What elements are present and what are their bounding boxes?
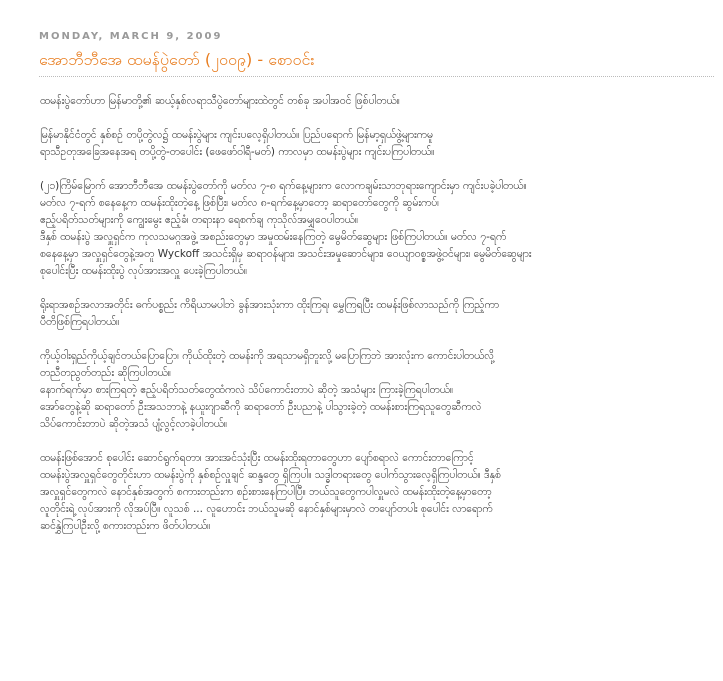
paragraph-line: ထမန်းပွဲအလှူရှင်တွေတိုင်းဟာ ထမန်းပွဲကို နှစ်စဉ်လှူချင် ဆန္ဒတွေ ရှိကြပါ။ သဒ္ဓါတရားတွေ ပေါက်သွားလေ့ရှိကြပါတယ်။ ဒီနှစ် xyxy=(40,469,501,481)
paragraph-line: ဒီနှစ် ထမန်းပွဲ အလှူရှင်က ကုလသမဂ္ဂအဖွဲ့ အစည်းတွေမှာ အမှုထမ်းနေကြတဲ့ မွေမိတ်ဆွေများ ဖြစ်ကြပါတယ်။ မတ်လ ၇-ရက် xyxy=(40,231,507,243)
paragraph-line: မြန်မာနိုင်ငံတွင် နှစ်စဉ် တပို့တွဲလ၌ ထမန်းပွဲများ ကျင်းပလေ့ရှိပါတယ်။ ပြည်ပရောက် မြန်မာ့ရှယ်ဖွဲ့များကမူ xyxy=(40,129,433,141)
paragraph xyxy=(40,450,714,535)
paragraph xyxy=(40,348,714,433)
post-title[interactable]: အောဘီဘီအေ ထမန်ပွဲတော် (၂၀၀၉) - စောဝင်း xyxy=(39,48,714,77)
paragraph-line: ကိုယ့်ဝါးရှည်ကိုယ့်ချင်တယ်ပြောပြော၊ ကိုယ်ထိုးတဲ့ ထမန်းကို အရသာမရှိဘူးလို့ မပြောကြဘဲ အားလုံးက ကောင်းပါတယ်လို့ xyxy=(40,350,495,362)
paragraph-line: (၂၁)ကြိမ်မြောက် အောဘီဘီအေ ထမန်းပွဲတော်ကို မတ်လ ၇-၈ ရက်နေ့များက လောကချမ်းသာဘုရားကျောင်းမှာ ကျင်းပခဲ့ပါတယ်။ xyxy=(40,180,527,192)
paragraph-line: နောက်ရက်မှာ စားကြရတဲ့ ဧည့်ပရိတ်သတ်တွေထံကလဲ သိပ်ကောင်းတာပဲ ဆိုတဲ့ အသံများ ကြားခဲ့ကြရပါတယ်။ xyxy=(40,384,454,396)
paragraph-line: ဆင်နွှဲကြပါဦးလို့ စကားတည်းက ဖိတ်ပါတယ်။ xyxy=(40,520,211,532)
paragraph xyxy=(40,178,714,280)
paragraph-line: ထမန်းဖြစ်အောင် စုပေါင်း ဆောင်ရွက်ရတာ၊ အားအင်သုံးပြီး ထမန်းထိုးရတာတွေဟာ ပျော်စရာလဲ ကောင်းတာကြောင့် xyxy=(40,452,474,464)
paragraph xyxy=(40,127,714,161)
paragraph-line: အော်တွေနဲ့ဆို ဆရာတော် ဦးအသဘာနဲ့ နယူးဂျာဆီကို ဆရာတော် ဦးပညာနဲ့ ပါသွားခဲ့တဲ့ ထမန်းစားကြရသူတွေဆီကလဲ xyxy=(40,401,482,413)
paragraph-line: ရာသီဥတုအခြေအနေအရ တပို့တွဲ-တပေါင်း (ဖေဖော်ဝါရီ-မတ်) ကာလမှာ ထမန်းပွဲများ ကျင်းပကြပါတယ်။ xyxy=(40,146,435,158)
post-body xyxy=(39,93,714,535)
paragraph-line: ပီတိဖြစ်ကြရပါတယ်။ xyxy=(40,316,120,328)
paragraph-line: ဧည့်ပရိတ်သတ်များကို ကျွေးမွေး ဧည့်ခံ၊ တရားနာ ရေစက်ချ ကုသိုလ်အမျှဝေပါတယ်။ xyxy=(40,214,359,226)
paragraph-line: မတ်လ ၇-ရက် စနေနေ့က ထမန်းထိုးတဲ့နေ့ ဖြစ်ပြီး၊ မတ်လ ၈-ရက်နေ့မှာတော့ ဆရာတော်တွေကို ဆွမ်းကပ်၊ xyxy=(40,197,439,209)
paragraph-line: စုပေါင်းပြီး ထမန်းထိုးပွဲ လုပ်အားအလှူ ပေးခဲ့ကြပါတယ်။ xyxy=(40,265,248,277)
paragraph-line: ထမန်းပွဲတော်ဟာ မြန်မာတို့၏ ဆယ့်နှစ်လရာသီပွဲတော်များထဲတွင် တစ်ခု အပါအဝင် ဖြစ်ပါတယ်။ xyxy=(40,95,400,107)
paragraph-line: တညီတညွတ်တည်း ဆိုကြပါတယ်။ xyxy=(40,367,171,379)
paragraph-line: စနေနေ့မှာ အလှူရှင်တွေနဲ့အတူ Wyckoff အသင်းရှိမှ ဆရာဝန်များ၊ အသင်းအမှုဆောင်များ၊ ဝေယျာဝစ္စအဖွဲ့ဝင်များ၊ မွေမိတ်ဆွေများ xyxy=(40,248,532,260)
blog-post xyxy=(39,30,714,552)
paragraph xyxy=(40,93,714,110)
paragraph-line: သိပ်ကောင်းတာပဲ ဆိုတဲ့အသံ ပျံ့လွင့်လာခဲ့ပါတယ်။ xyxy=(40,418,228,430)
paragraph-line: လူတိုင်းရဲ့ လုပ်အားကို လိုအပ်ပြီ။ လူသစ် ... လူဟောင်း ဘယ်သူမဆို နောင်နှစ်များမှာလဲ တပျော်တပါး စုပေါင်း လာရောက် xyxy=(40,503,493,515)
date-header: MONDAY, MARCH 9, 2009 xyxy=(39,31,223,42)
paragraph-line: အလှူရှင်တွေကလဲ နောင်နှစ်အတွက် စကားတည်းက စဉ်းစားနေကြပါပြီ။ ဘယ်သူတွေကပါလှူမလဲ ထမန်းထိုးတဲ့နေ့မှာတော့ xyxy=(40,486,492,498)
paragraph-line: ရိုးရာအစဉ်အလာအတိုင်း ဓက်ပစ္စည်း ကိရိယာမပါဘဲ ခွန်အားသုံးကာ ထိုးကြရ၊ မွှေကြရပြီး ထမန်းဖြစ်လာသည်ကို ကြည့်ကာ xyxy=(40,299,500,311)
paragraph xyxy=(40,297,714,331)
